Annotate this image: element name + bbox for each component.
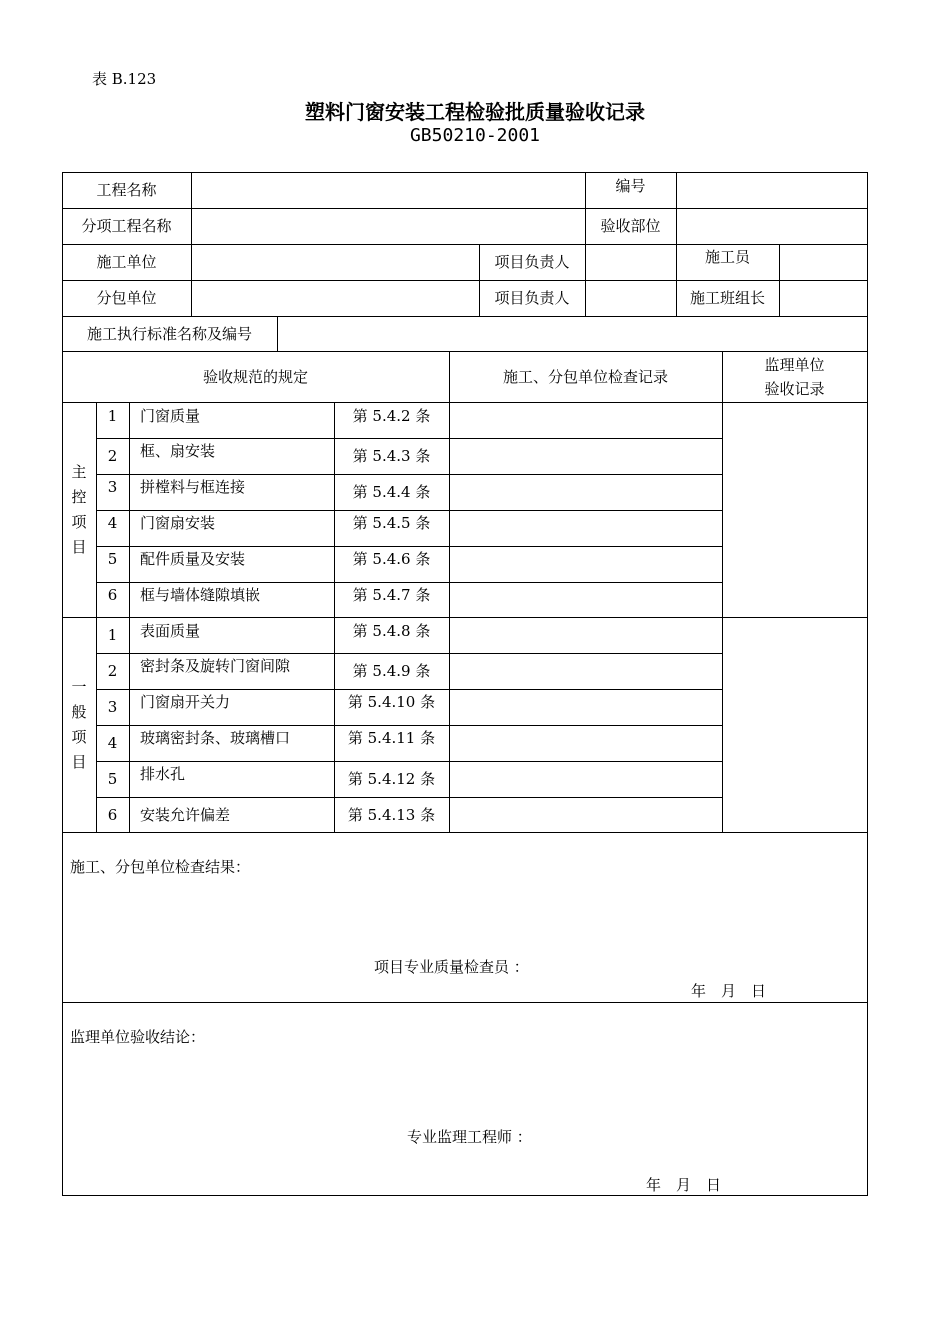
row-clause: 第 5.4.8 条 — [352, 622, 431, 640]
standard-code: GB50210-2001 — [409, 125, 541, 146]
row-no: 6 — [107, 586, 118, 604]
row-item-name: 门窗质量 — [140, 407, 201, 425]
row-no: 5 — [107, 770, 118, 788]
project-manager-field[interactable] — [586, 244, 676, 280]
general-items-label — [62, 617, 96, 832]
general-label-char: 项 — [71, 727, 87, 746]
row-clause: 第 5.4.2 条 — [352, 407, 431, 425]
row-clause: 第 5.4.11 条 — [347, 729, 436, 747]
row-clause: 第 5.4.13 条 — [347, 806, 436, 824]
check-record-header: 施工、分包单位检查记录 — [502, 367, 668, 386]
constructor-label: 施工员 — [704, 248, 750, 266]
row-check-record[interactable] — [450, 617, 722, 653]
main-label-char: 控 — [71, 487, 87, 506]
acceptance-part-label: 验收部位 — [600, 217, 661, 235]
row-item-name: 安装允许偏差 — [140, 806, 231, 824]
row-check-record[interactable] — [450, 582, 722, 617]
row-item-name: 框与墙体缝隙填嵌 — [140, 586, 261, 604]
sub-project-name-field[interactable] — [192, 208, 585, 244]
subcontract-unit-field[interactable] — [192, 280, 479, 316]
project-manager-2-field[interactable] — [586, 280, 676, 316]
row-item-name: 门窗扇开关力 — [140, 693, 231, 711]
row-item-name: 拼樘料与框连接 — [140, 478, 246, 496]
general-supervision-record[interactable] — [723, 617, 867, 832]
row-item-name: 排水孔 — [140, 765, 186, 783]
general-label-char: 般 — [71, 702, 87, 721]
supervision-header-line1: 监理单位 — [764, 355, 825, 374]
subcontract-unit-label: 分包单位 — [96, 289, 157, 307]
row-check-record[interactable] — [450, 761, 722, 797]
construction-unit-field[interactable] — [192, 244, 479, 280]
check-result-date: 年 月 日 — [691, 982, 767, 1000]
team-leader-label: 施工班组长 — [689, 289, 765, 307]
row-check-record[interactable] — [450, 725, 722, 761]
row-clause: 第 5.4.7 条 — [352, 586, 431, 604]
row-clause: 第 5.4.12 条 — [347, 770, 436, 788]
row-clause: 第 5.4.4 条 — [352, 483, 431, 501]
acceptance-part-field[interactable] — [677, 208, 867, 244]
row-check-record[interactable] — [450, 474, 722, 510]
row-no: 3 — [107, 478, 118, 496]
construction-unit-label: 施工单位 — [96, 253, 157, 271]
row-item-name: 表面质量 — [140, 622, 201, 640]
row-no: 4 — [107, 514, 118, 532]
row-item-name: 密封条及旋转门窗间隙 — [140, 657, 291, 675]
row-check-record[interactable] — [450, 653, 722, 689]
supervision-record-header — [722, 351, 867, 402]
row-no: 1 — [107, 626, 118, 644]
row-clause: 第 5.4.6 条 — [352, 550, 431, 568]
project-manager-label: 项目负责人 — [494, 253, 570, 271]
supervision-header-line2: 验收记录 — [764, 379, 825, 398]
row-check-record[interactable] — [450, 689, 722, 725]
row-clause: 第 5.4.5 条 — [352, 514, 431, 532]
row-item-name: 玻璃密封条、玻璃槽口 — [140, 729, 291, 747]
row-check-record[interactable] — [450, 402, 722, 438]
row-check-record[interactable] — [450, 797, 722, 832]
quality-inspector-label: 项目专业质量检查员 ： — [374, 958, 529, 976]
row-item-name: 门窗扇安装 — [140, 514, 216, 532]
row-no: 2 — [107, 447, 118, 465]
row-check-record[interactable] — [450, 438, 722, 474]
general-label-char: 目 — [71, 752, 87, 771]
supervision-conclusion-label: 监理单位验收结论： — [70, 1028, 206, 1046]
project-manager-2-label: 项目负责人 — [494, 289, 570, 307]
row-no: 1 — [107, 407, 118, 425]
row-item-name: 框、扇安装 — [140, 442, 216, 460]
supervision-conclusion-date: 年 月 日 — [646, 1176, 722, 1194]
row-clause: 第 5.4.10 条 — [347, 693, 436, 711]
row-no: 6 — [107, 806, 118, 824]
main-label-char: 项 — [71, 512, 87, 531]
table-number: 表 B.123 — [92, 70, 157, 88]
main-supervision-record[interactable] — [723, 402, 867, 617]
constructor-field[interactable] — [780, 244, 867, 280]
row-no: 3 — [107, 698, 118, 716]
main-items-label — [62, 402, 96, 617]
standard-name-field[interactable] — [278, 316, 867, 351]
main-label-char: 目 — [71, 537, 87, 556]
supervision-engineer-label: 专业监理工程师 ： — [407, 1128, 532, 1146]
number-label: 编号 — [615, 177, 646, 195]
sub-project-name-label: 分项工程名称 — [81, 217, 172, 235]
team-leader-field[interactable] — [780, 280, 867, 316]
row-no: 5 — [107, 550, 118, 568]
project-name-label: 工程名称 — [96, 181, 157, 199]
row-no: 4 — [107, 734, 118, 752]
project-name-field[interactable] — [192, 172, 585, 208]
check-result-label: 施工、分包单位检查结果： — [70, 858, 251, 876]
number-field[interactable] — [677, 172, 867, 208]
page-title: 塑料门窗安装工程检验批质量验收记录 — [305, 100, 645, 124]
row-item-name: 配件质量及安装 — [140, 550, 246, 568]
main-label-char: 主 — [71, 462, 87, 481]
general-label-char: 一 — [71, 677, 87, 696]
spec-header: 验收规范的规定 — [202, 367, 308, 386]
row-no: 2 — [107, 662, 118, 680]
standard-name-label: 施工执行标准名称及编号 — [86, 324, 252, 343]
row-clause: 第 5.4.3 条 — [352, 447, 431, 465]
row-clause: 第 5.4.9 条 — [352, 662, 431, 680]
row-check-record[interactable] — [450, 510, 722, 546]
row-check-record[interactable] — [450, 546, 722, 582]
